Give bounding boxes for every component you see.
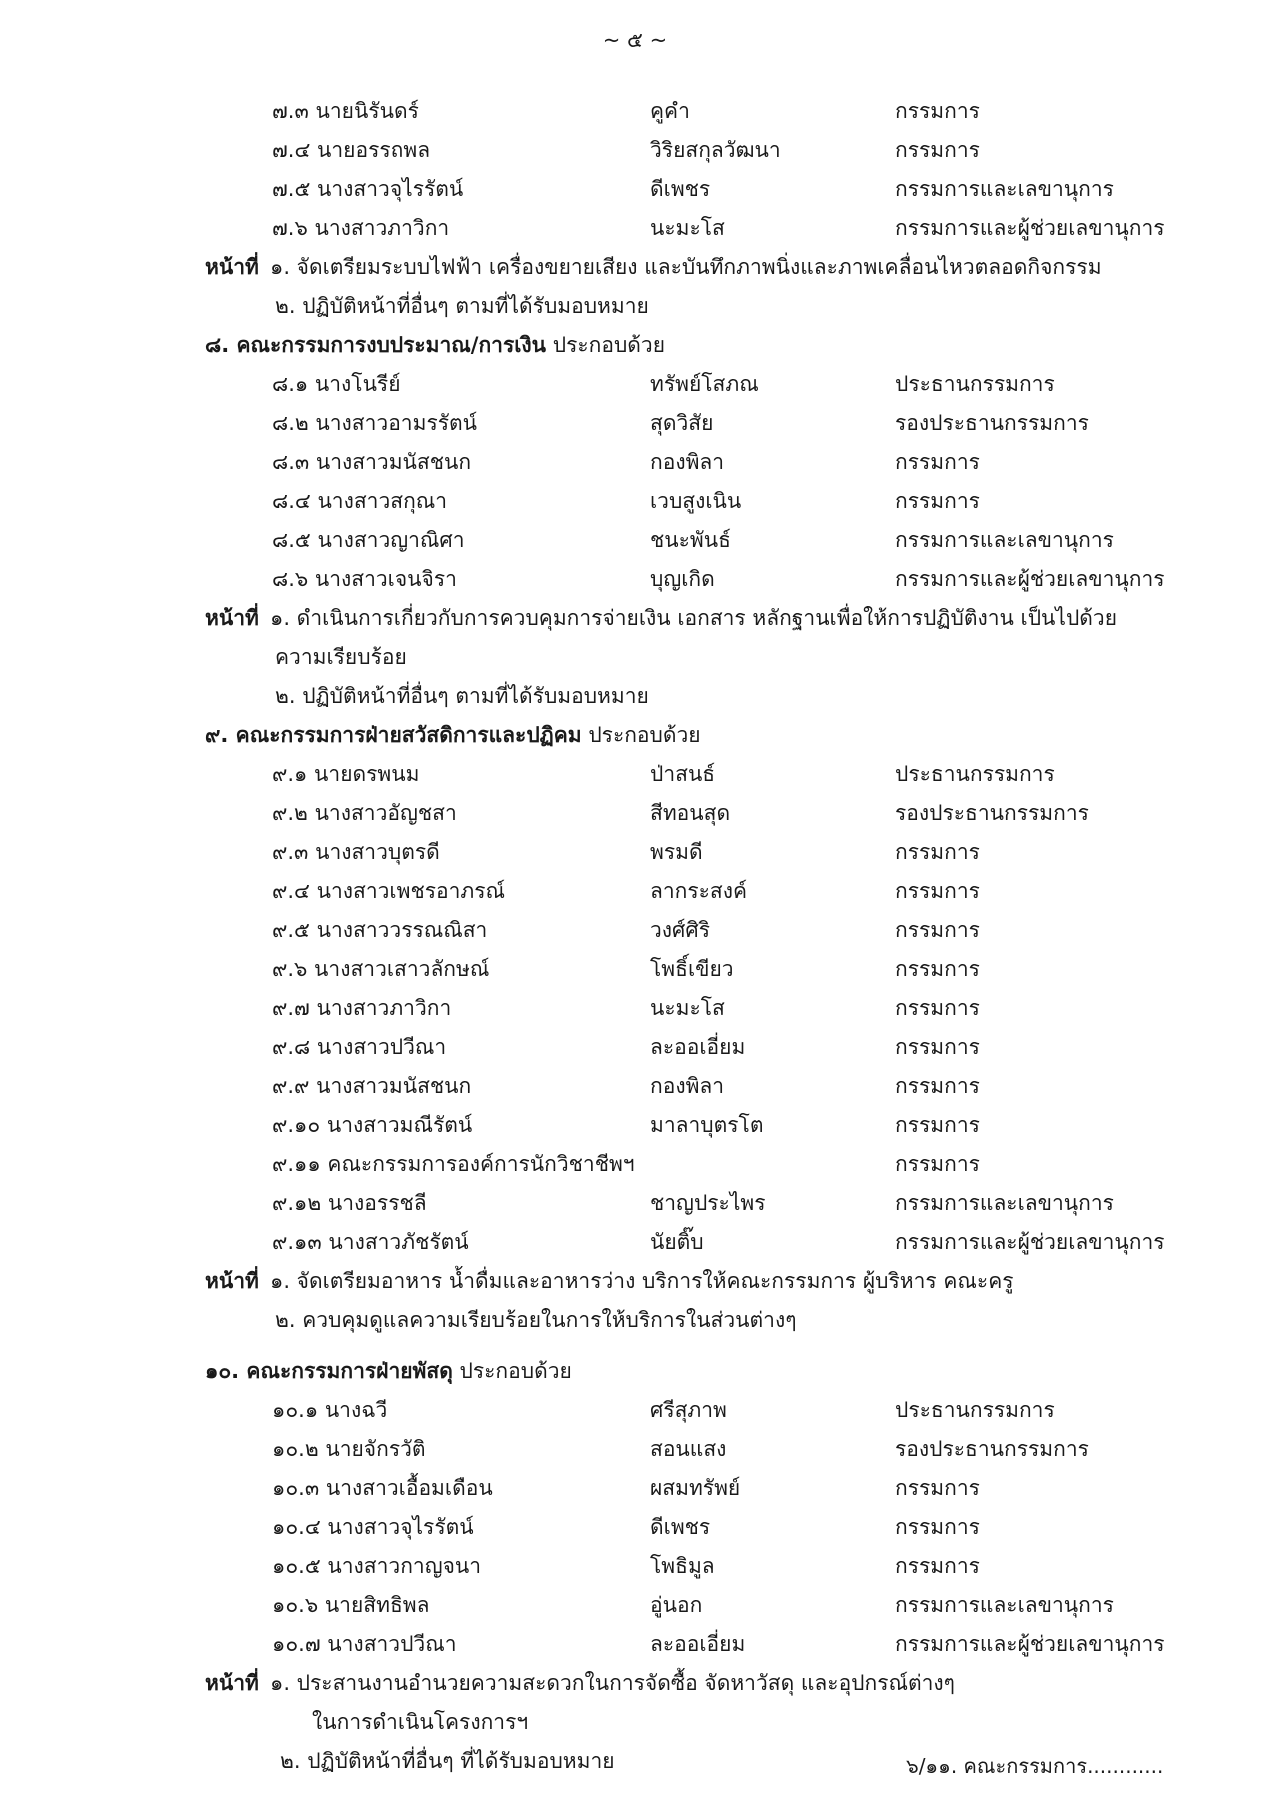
member-name: ๑๐.๒ นายจักรวัติ [272,1437,426,1461]
member-name: ๗.๕ นางสาวจุไรรัตน์ [272,177,464,201]
duty-continuation-row [0,1703,1270,1742]
member-row [0,482,1270,521]
member-role: กรรมการ [895,1074,980,1098]
duty-label: หน้าที่ [205,1671,259,1695]
member-name: ๙.๕ นางสาววรรณณิสา [272,918,488,942]
duty-text: ๒. ปฏิบัติหน้าที่อื่นๆ ที่ได้รับมอบหมาย [280,1749,615,1773]
member-surname: ทรัพย์โสภณ [650,372,759,396]
member-role: กรรมการ [895,840,980,864]
member-name: ๑๐.๕ นางสาวกาญจนา [272,1554,482,1578]
member-surname: ลากระสงค์ [650,879,748,903]
member-role: กรรมการและผู้ช่วยเลขานุการ [895,1230,1165,1254]
member-role: กรรมการ [895,1152,980,1176]
member-row [0,989,1270,1028]
member-row [0,1430,1270,1469]
member-role: ประธานกรรมการ [895,762,1055,786]
member-name: ๘.๔ นางสาวสกุณา [272,489,448,513]
member-name: ๙.๔ นางสาวเพชรอาภรณ์ [272,879,505,903]
duty-row [0,287,1270,326]
section-heading [205,326,665,365]
member-surname: กองพิลา [650,1074,725,1098]
member-name: ๙.๙ นางสาวมนัสชนก [272,1074,472,1098]
member-row [0,872,1270,911]
member-role: กรรมการ [895,1515,980,1539]
duty-continuation: ในการดำเนินโครงการฯ [312,1710,529,1734]
member-name: ๑๐.๓ นางสาวเอื้อมเดือน [272,1476,493,1500]
member-name: ๙.๘ นางสาวปวีณา [272,1035,447,1059]
member-row [0,911,1270,950]
member-surname: ดีเพชร [650,1515,711,1539]
member-surname: ดีเพชร [650,177,711,201]
member-role: กรรมการ [895,450,980,474]
member-row [0,365,1270,404]
member-role: ประธานกรรมการ [895,372,1055,396]
member-name: ๙.๒ นางสาวอัญชสา [272,801,457,825]
continuation-footer: ๖/๑๑. คณะกรรมการ............ [906,1754,1164,1778]
duty-row [0,599,1270,638]
member-role: กรรมการ [895,1035,980,1059]
member-surname: วิริยสกุลวัฒนา [650,138,781,162]
member-surname: นะมะโส [650,216,725,240]
member-role: กรรมการ [895,1554,980,1578]
member-role: กรรมการ [895,957,980,981]
member-surname: พรมดี [650,840,703,864]
member-surname: มาลาบุตรโต [650,1113,764,1137]
member-role: กรรมการและผู้ช่วยเลขานุการ [895,567,1165,591]
section-heading-line [0,716,1270,755]
section-title: ๘. คณะกรรมการงบประมาณ/การเงิน [205,333,547,357]
member-name: ๙.๑๑ คณะกรรมการองค์การนักวิชาชีพฯ [272,1152,635,1176]
member-row [0,521,1270,560]
member-surname: ป่าสนธ์ [650,762,716,786]
member-row [0,950,1270,989]
section-heading-suffix: ประกอบด้วย [588,723,701,747]
member-row [0,1391,1270,1430]
member-role: ประธานกรรมการ [895,1398,1055,1422]
member-role: กรรมการและเลขานุการ [895,177,1114,201]
member-role: กรรมการและเลขานุการ [895,528,1114,552]
member-role: รองประธานกรรมการ [895,1437,1089,1461]
member-name: ๗.๖ นางสาวภาวิกา [272,216,450,240]
committee-section [0,326,1270,716]
member-row [0,131,1270,170]
member-surname: นัยติ๊บ [650,1230,704,1254]
member-row [0,92,1270,131]
member-name: ๙.๑ นายดรพนม [272,762,420,786]
duty-continuation-row [0,638,1270,677]
member-surname: บุญเกิด [650,567,715,591]
member-row [0,209,1270,248]
member-surname: ชาญประไพร [650,1191,766,1215]
page-number: ~ ๕ ~ [602,28,668,52]
member-row [0,1184,1270,1223]
member-row [0,833,1270,872]
member-surname: กองพิลา [650,450,725,474]
section-heading [205,716,701,755]
member-name: ๘.๑ นางโนรีย์ [272,372,401,396]
member-row [0,1547,1270,1586]
section-heading-line [0,326,1270,365]
section-heading-line [0,1352,1270,1391]
duty-row [0,248,1270,287]
duty-text: ๒. ปฏิบัติหน้าที่อื่นๆ ตามที่ได้รับมอบหมาย [275,294,649,318]
member-surname: ละออเอี่ยม [650,1035,746,1059]
member-role: กรรมการ [895,1113,980,1137]
committee-section [0,92,1270,326]
document-body [0,92,1270,1781]
member-name: ๑๐.๖ นายสิทธิพล [272,1593,430,1617]
member-surname: เวบสูงเนิน [650,489,742,513]
member-row [0,443,1270,482]
member-name: ๑๐.๔ นางสาวจุไรรัตน์ [272,1515,474,1539]
member-surname: โพธิ์เขียว [650,957,734,981]
member-surname: คูคำ [650,99,690,123]
member-row [0,170,1270,209]
member-surname: ชนะพันธ์ [650,528,731,552]
member-row [0,1067,1270,1106]
duty-text: ๑. จัดเตรียมอาหาร น้ำดื่มและอาหารว่าง บริการให้คณะกรรมการ ผู้บริหาร คณะครู [270,1269,1014,1293]
member-surname: ผสมทรัพย์ [650,1476,741,1500]
member-name: ๘.๖ นางสาวเจนจิรา [272,567,457,591]
member-surname: สอนแสง [650,1437,727,1461]
member-role: กรรมการและผู้ช่วยเลขานุการ [895,216,1165,240]
member-name: ๙.๓ นางสาวบุตรดี [272,840,440,864]
duty-row [0,1664,1270,1703]
member-role: กรรมการ [895,99,980,123]
member-role: รองประธานกรรมการ [895,411,1089,435]
section-heading [205,1352,572,1391]
duty-row [0,1262,1270,1301]
committee-section [0,716,1270,1340]
member-role: กรรมการ [895,879,980,903]
member-name: ๙.๑๓ นางสาวภัชรัตน์ [272,1230,469,1254]
section-heading-suffix: ประกอบด้วย [552,333,666,357]
member-role: กรรมการและผู้ช่วยเลขานุการ [895,1632,1165,1656]
member-surname: ศรีสุภาพ [650,1398,727,1422]
member-row [0,755,1270,794]
member-row [0,1508,1270,1547]
section-title: ๑๐. คณะกรรมการฝ่ายพัสดุ [205,1359,453,1383]
member-name: ๘.๕ นางสาวญาณิศา [272,528,465,552]
member-name: ๗.๓ นายนิรันดร์ [272,99,419,123]
member-name: ๘.๓ นางสาวมนัสชนก [272,450,472,474]
member-name: ๙.๑๒ นางอรรชลี [272,1191,427,1215]
member-surname: สุดวิสัย [650,411,714,435]
member-surname: สีทอนสุด [650,801,731,825]
member-role: รองประธานกรรมการ [895,801,1089,825]
member-name: ๑๐.๑ นางฉวี [272,1398,388,1422]
duty-row [0,677,1270,716]
member-role: กรรมการ [895,489,980,513]
member-row [0,1145,1270,1184]
member-row [0,1223,1270,1262]
member-role: กรรมการและเลขานุการ [895,1191,1114,1215]
member-name: ๙.๑๐ นางสาวมณีรัตน์ [272,1113,473,1137]
duty-label: หน้าที่ [205,255,259,279]
member-row [0,794,1270,833]
section-heading-suffix: ประกอบด้วย [459,1359,572,1383]
member-name: ๘.๒ นางสาวอามรรัตน์ [272,411,477,435]
member-surname: วงศ์ศิริ [650,918,710,942]
duty-label: หน้าที่ [205,606,259,630]
duty-text: ๒. ควบคุมดูแลความเรียบร้อยในการให้บริการในส่วนต่างๆ [275,1308,797,1332]
duty-text: ๑. ประสานงานอำนวยความสะดวกในการจัดซื้อ จัดหาวัสดุ และอุปกรณ์ต่างๆ [270,1671,955,1695]
duty-continuation: ความเรียบร้อย [275,645,407,669]
member-row [0,404,1270,443]
duty-label: หน้าที่ [205,1269,259,1293]
member-row [0,560,1270,599]
member-role: กรรมการและเลขานุการ [895,1593,1114,1617]
duty-text: ๑. ดำเนินการเกี่ยวกับการควบคุมการจ่ายเงิน เอกสาร หลักฐานเพื่อให้การปฏิบัติงาน เป็นไปด้วย [270,606,1118,630]
duty-text: ๑. จัดเตรียมระบบไฟฟ้า เครื่องขยายเสียง และบันทึกภาพนิ่งและภาพเคลื่อนไหวตลอดกิจกรรม [270,255,1102,279]
member-row [0,1106,1270,1145]
section-title: ๙. คณะกรรมการฝ่ายสวัสดิการและปฏิคม [205,723,582,747]
member-name: ๑๐.๗ นางสาวปวีณา [272,1632,457,1656]
member-name: ๙.๗ นางสาวภาวิกา [272,996,452,1020]
member-role: กรรมการ [895,138,980,162]
member-role: กรรมการ [895,996,980,1020]
committee-section [0,1340,1270,1781]
member-row [0,1586,1270,1625]
member-surname: โพธิมูล [650,1554,715,1578]
member-surname: นะมะโส [650,996,725,1020]
member-name: ๙.๖ นางสาวเสาวลักษณ์ [272,957,490,981]
member-surname: ละออเอี่ยม [650,1632,746,1656]
member-surname: อู่นอก [650,1593,703,1617]
member-row [0,1028,1270,1067]
member-row [0,1625,1270,1664]
duty-text: ๒. ปฏิบัติหน้าที่อื่นๆ ตามที่ได้รับมอบหมาย [275,684,649,708]
member-row [0,1469,1270,1508]
section-gap [0,1340,1270,1352]
member-role: กรรมการ [895,1476,980,1500]
member-role: กรรมการ [895,918,980,942]
member-name: ๗.๔ นายอรรถพล [272,138,431,162]
duty-row [0,1301,1270,1340]
